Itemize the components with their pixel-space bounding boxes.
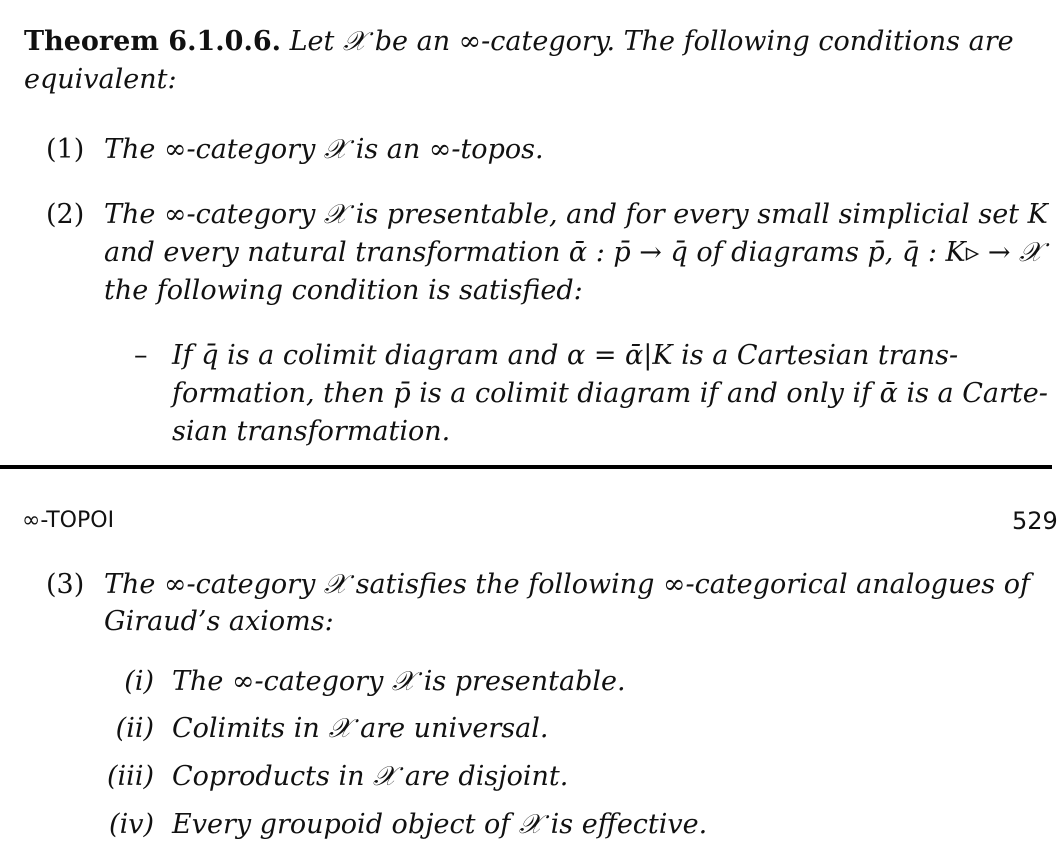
item-text: The ∞-category 𝒳 is an ∞-topos. <box>104 134 544 165</box>
theorem-text-1: Let 𝒳 be an ∞-category. The following conditions are <box>289 26 1014 57</box>
theorem-label: Theorem 6.1.0.6. <box>24 26 282 57</box>
dash-bullet: – <box>134 340 148 371</box>
page-divider <box>0 465 1052 469</box>
axiom-number: (iv) <box>109 809 154 840</box>
item-text-line: The ∞-category 𝒳 is presentable, and for every small simplicial set K <box>104 199 1048 230</box>
axiom-number: (iii) <box>107 761 154 792</box>
axiom-text: Coproducts in 𝒳 are disjoint. <box>172 761 569 792</box>
item-text-line: The ∞-category 𝒳 satisfies the following ∞-categorical analogues of <box>104 569 1030 600</box>
item-number: (3) <box>46 569 85 600</box>
item-text-line: Giraud’s axioms: <box>104 606 334 637</box>
sub-item-line: formation, then p̄ is a colimit diagram if and only if ᾱ is a Carte- <box>172 378 1048 409</box>
axiom-number: (ii) <box>115 713 154 744</box>
theorem-line-1 <box>24 27 1014 57</box>
item-text-line: and every natural transformation ᾱ : p̄ → q̄ of diagrams p̄, q̄ : K▹ → 𝒳 <box>104 237 1043 268</box>
theorem-line-2: equivalent: <box>24 64 177 95</box>
item-text-line: the following condition is satisfied: <box>104 275 583 306</box>
sub-item-line: sian transformation. <box>172 416 451 447</box>
item-number: (1) <box>46 134 85 165</box>
item-number: (2) <box>46 199 85 230</box>
axiom-text: Colimits in 𝒳 are universal. <box>172 713 549 744</box>
axiom-text: Every groupoid object of 𝒳 is effective. <box>172 809 708 840</box>
sub-item-line: If q̄ is a colimit diagram and α = ᾱ|K is a Cartesian trans- <box>172 340 959 371</box>
page-number: 529 <box>1012 507 1058 535</box>
axiom-number: (i) <box>124 666 154 697</box>
running-header: ∞-TOPOI <box>22 508 115 533</box>
axiom-text: The ∞-category 𝒳 is presentable. <box>172 666 626 697</box>
